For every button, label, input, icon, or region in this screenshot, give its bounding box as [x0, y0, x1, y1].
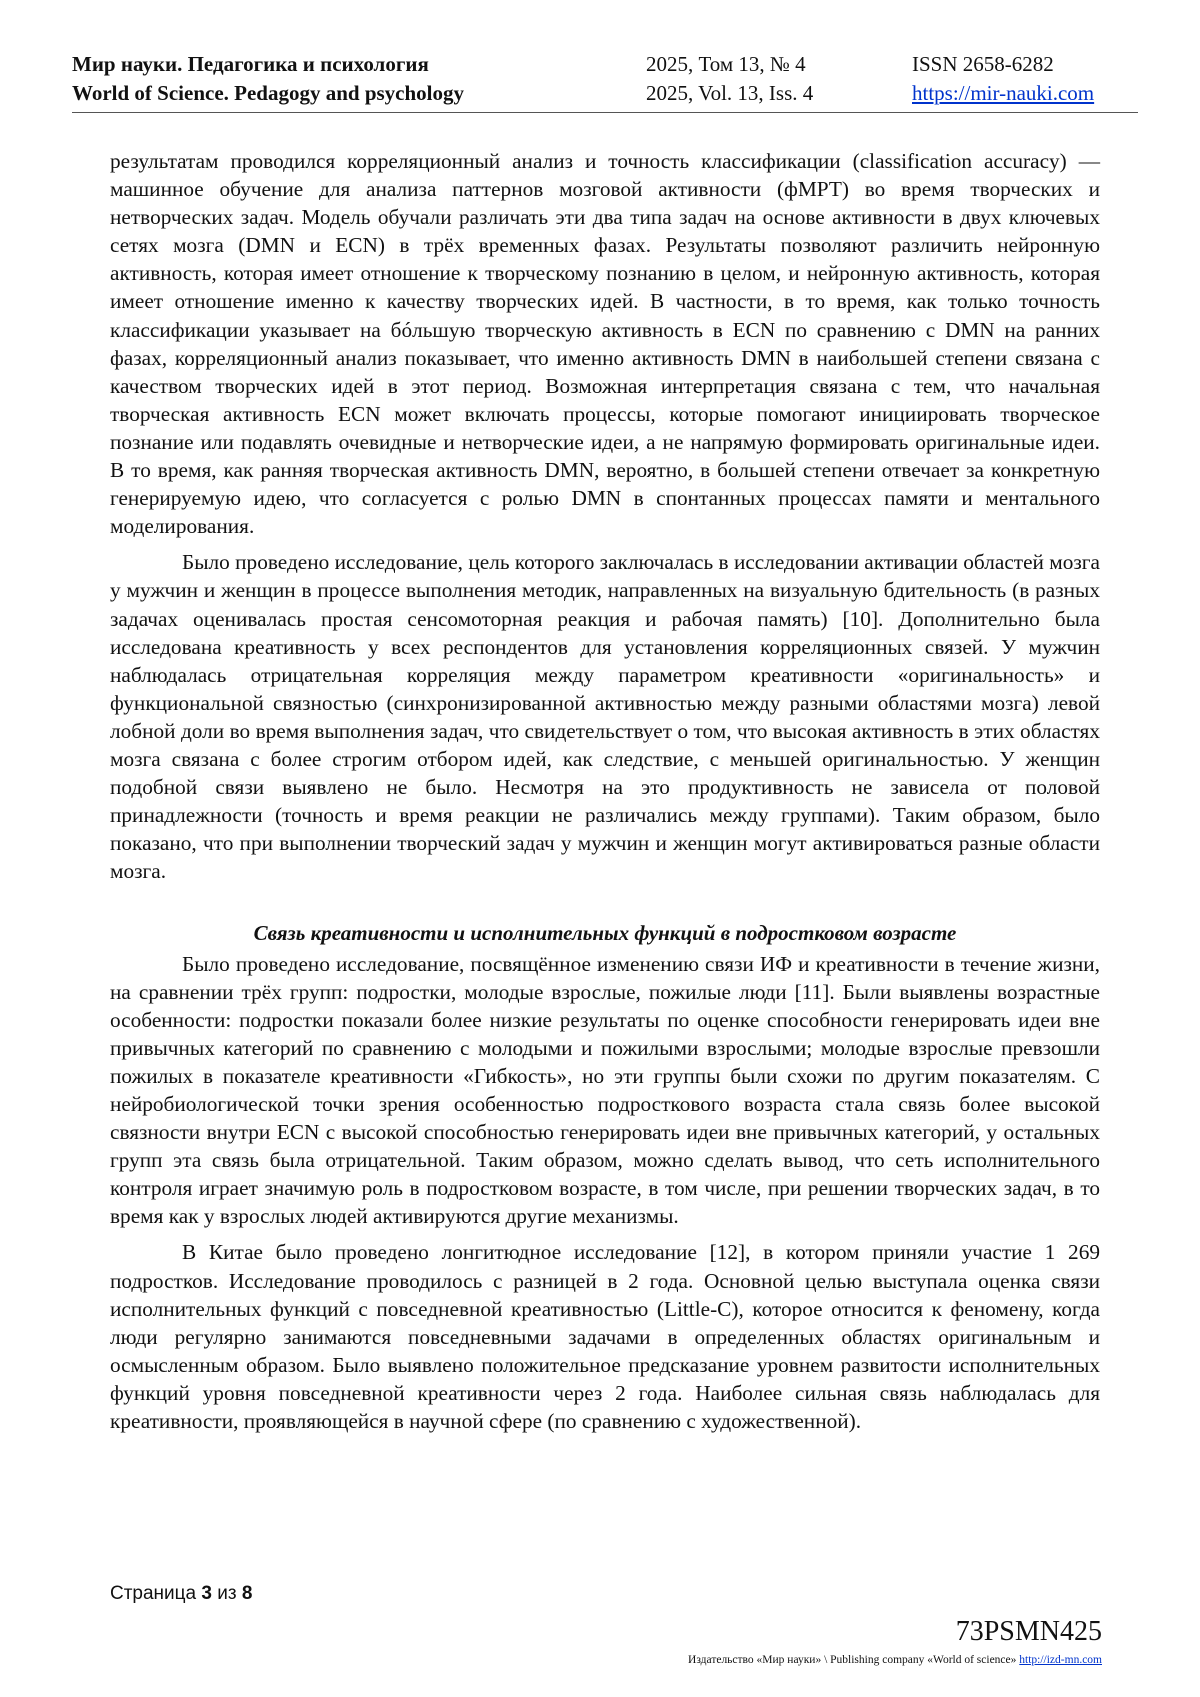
paragraph: Было проведено исследование, посвящённое изменению связи ИФ и креативности в течение жизни, на сравнении трёх групп: подростки, молодые взрослые, пожилые люди [11]. Были выявлены возрастные особенности: подростки показали более низкие результаты по оценке способности генерировать идеи вне привычных категорий по сравнению с молодыми и пожилыми взрослыми; молодые взрослые превзошли пожилых в показателе креативности «Гибкость», но эти группы были схожи по другим показателям. С нейробиологической точки зрения особенностью подросткового возраста стала связь более высокой связности внутри ECN с высокой способностью генерировать идеи вне привычных категорий, у остальных групп эта связь была отрицательной. Таким образом, можно сделать вывод, что сеть исполнительного контроля играет значимую роль в подростковом возрасте, в том числе, при решении творческих задач, в то время как у взрослых людей активируются другие механизмы. — [110, 951, 1100, 1229]
issue-info — [646, 50, 813, 108]
page-current: 3 — [201, 1583, 212, 1604]
publisher-line — [688, 1654, 1102, 1666]
page-number — [110, 1583, 252, 1605]
article-body — [110, 147, 1100, 1443]
paragraph: Было проведено исследование, цель которого заключалась в исследовании активации областей мозга у мужчин и женщин в процессе выполнения методик, направленных на визуальную бдительность (в разных задачах оценивалась простая сенсомоторная реакция и рабочая память) [10]. Дополнительно была исследована креативность у всех респондентов для установления корреляционных связей. У мужчин наблюдалась отрицательная корреляция между параметром креативности «оригинальность» и функциональной связностью (синхронизированной активностью между разными областями мозга) левой лобной доли во время выполнения задач, что свидетельствует о том, что высокая активность в этих областях мозга связана с более строгим отбором идей, как следствие, с меньшей оригинальностью. У женщин подобной связи выявлено не было. Несмотря на это продуктивность не зависела от половой принадлежности (точность и время реакции не различались между группами). Таким образом, было показано, что при выполнении творческий задач у мужчин и женщин могут активироваться разные области мозга. — [110, 550, 1100, 884]
issn: ISSN 2658-6282 — [912, 52, 1054, 76]
page-header — [72, 50, 1138, 113]
article-code: 73PSMN425 — [955, 1616, 1102, 1647]
publisher-name: Издательство «Мир науки» \ Publishing company «World of science» — [688, 1654, 1017, 1666]
section-heading: Связь креативности и исполнительных функций в подростковом возрасте — [253, 921, 957, 946]
publisher-link[interactable]: http://izd-mn.com — [1019, 1654, 1102, 1666]
page-of: из — [217, 1583, 237, 1604]
issue-ru: 2025, Том 13, № 4 — [646, 52, 806, 76]
journal-title-ru: Мир науки. Педагогика и психология — [72, 52, 429, 76]
journal-link[interactable]: https://mir-nauki.com — [912, 81, 1095, 105]
issue-en: 2025, Vol. 13, Iss. 4 — [646, 81, 814, 105]
paragraph: результатам проводился корреляционный анализ и точность классификации (classification accuracy) — машинное обучение для анализа паттернов мозговой активности (фМРТ) во время творческих и нетворческих задач. Модель обучали различать эти два типа задач на основе активности в двух ключевых сетях мозга (DMN и ECN) в трёх временных фазах. Результаты позволяют различить нейронную активность, которая имеет отношение к творческому познанию в целом, и нейронную активность, которая имеет отношение именно к качеству творческих идей. В частности, в то время, как только точность классификации указывает на бóльшую творческую активность в ECN по сравнению с DMN на ранних фазах, корреляционный анализ показывает, что именно активность DMN в наибольшей степени связана с качеством творческих идей в этот период. Возможная интерпретация связана с тем, что начальная творческая активность ECN может включать процессы, которые помогают инициировать творческое познание или подавлять очевидные и нетворческие идеи, а не напрямую формировать оригинальные идеи. В то время, как ранняя творческая активность DMN, вероятно, в большей степени отвечает за конкретную генерируемую идею, что согласуется с ролью DMN в спонтанных процессах памяти и ментального моделирования. — [110, 149, 1100, 539]
journal-title — [72, 50, 464, 108]
page-label: Страница — [110, 1583, 197, 1604]
paragraph: В Китае было проведено лонгитюдное исследование [12], в котором приняли участие 1 269 подростков. Исследование проводилось с разницей в 2 года. Основной целью выступала оценка связи исполнительных функций с повседневной креативностью (Little-C), которое относится к феномену, когда люди регулярно занимаются повседневными задачами в определенных областях оригинальным и осмысленным образом. Было выявлено положительное предсказание уровнем развитости исполнительных функций уровня повседневной креативности через 2 года. Наиболее сильная связь наблюдалась для креативности, проявляющейся в научной сфере (по сравнению с художественной). — [110, 1240, 1100, 1434]
page-total: 8 — [241, 1583, 253, 1604]
issn-info — [912, 50, 1094, 108]
journal-title-en: World of Science. Pedagogy and psychology — [72, 81, 465, 105]
